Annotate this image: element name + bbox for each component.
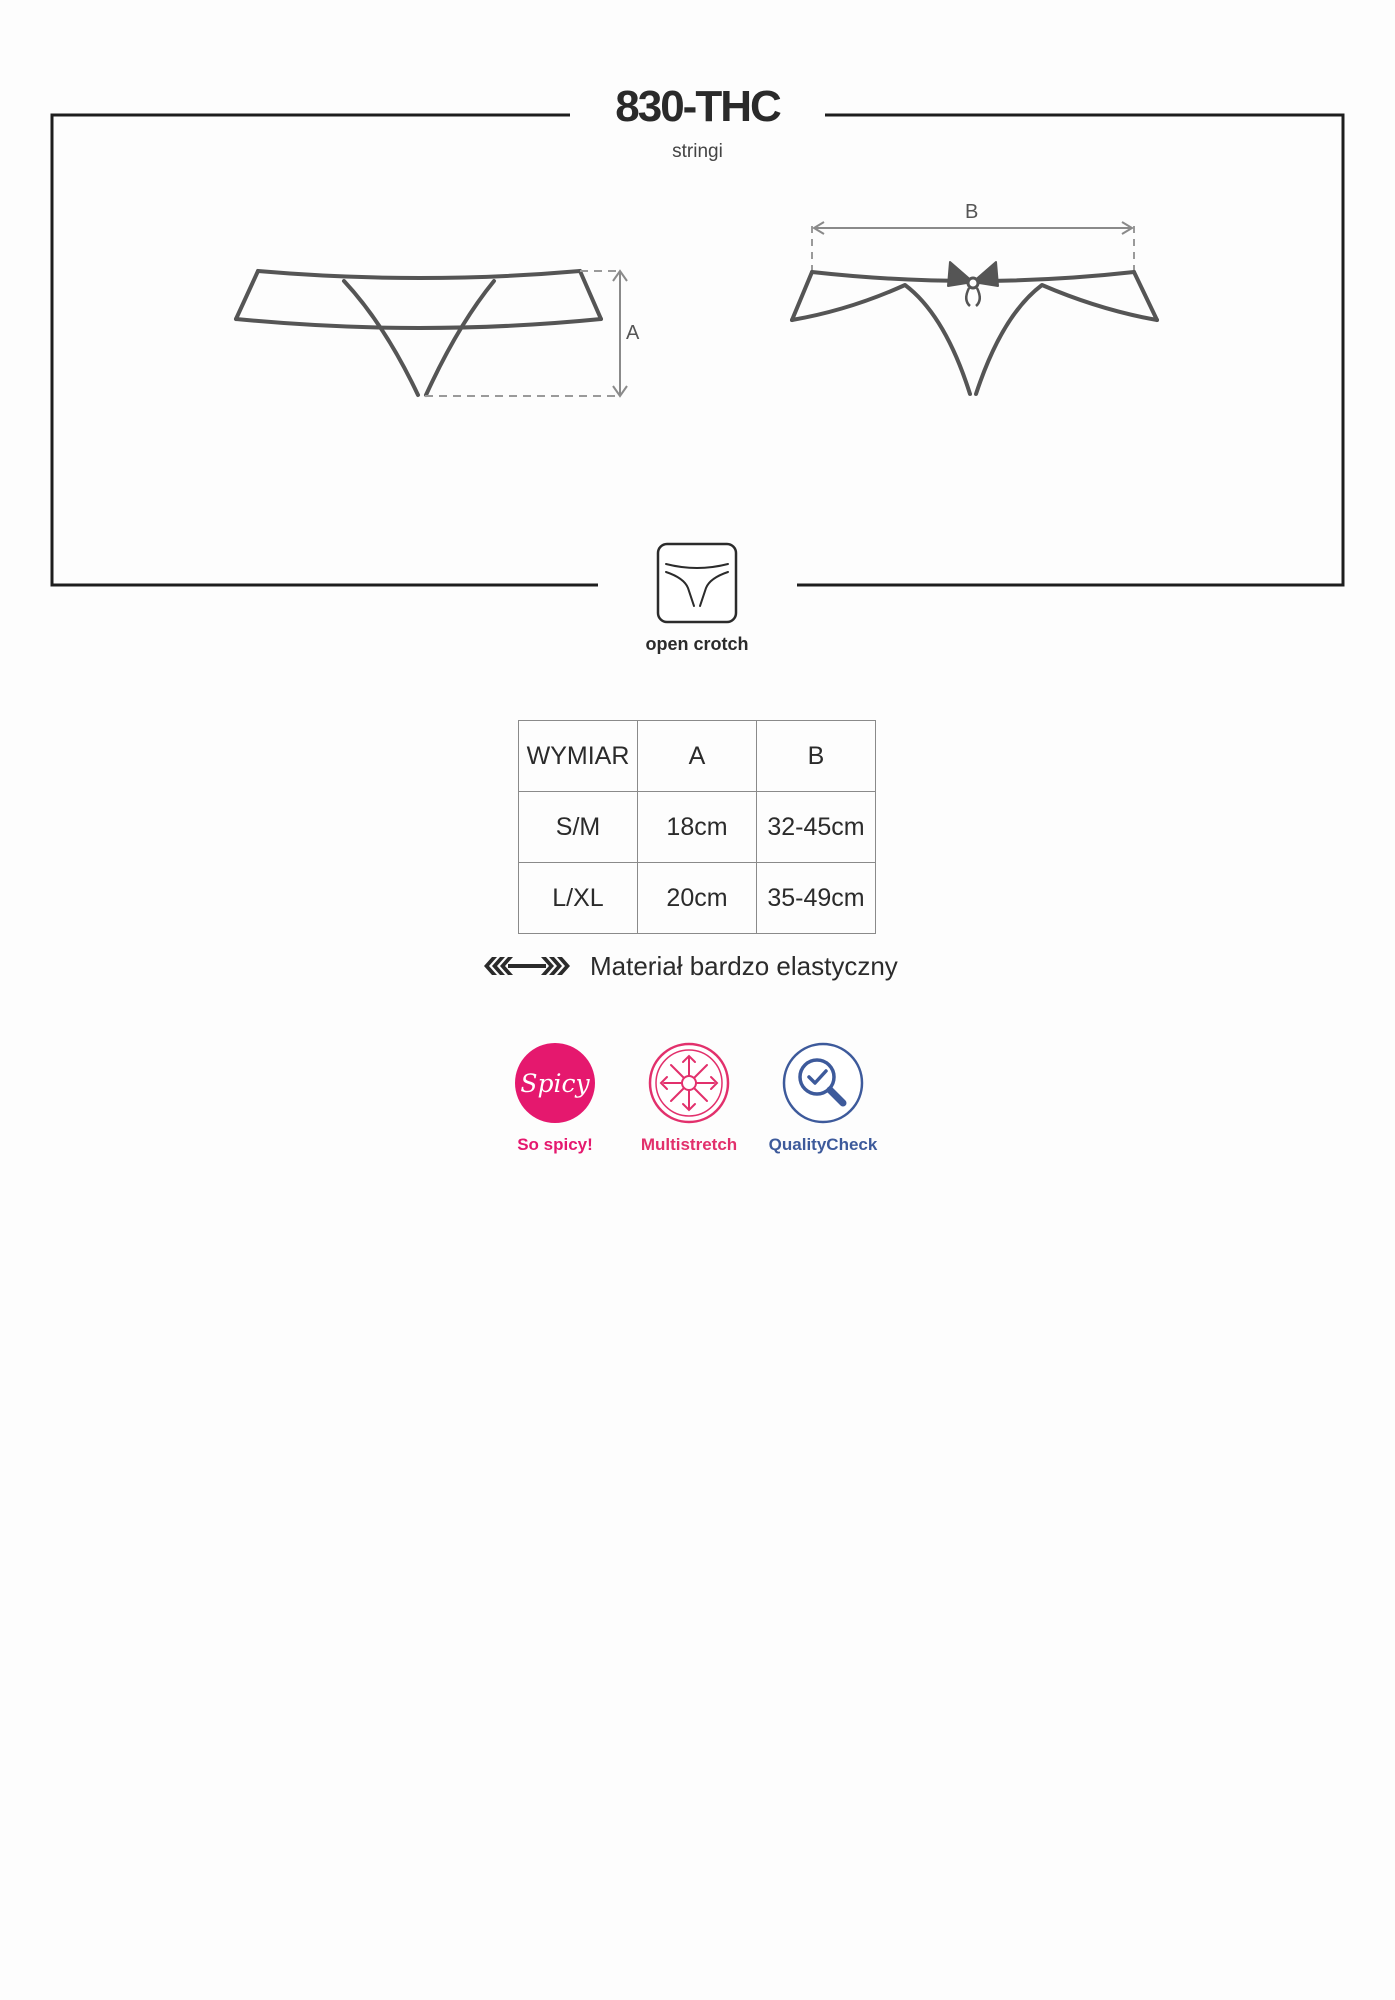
table-cell: 32-45cm <box>757 792 876 863</box>
table-header-cell: WYMIAR <box>519 721 638 792</box>
open-crotch-icon <box>656 542 738 624</box>
product-type: stringi <box>672 141 723 162</box>
spicy-icon <box>485 1040 625 1130</box>
material-note <box>482 948 898 984</box>
table-cell-size: L/XL <box>519 863 638 934</box>
open-crotch-label: open crotch <box>645 634 749 654</box>
material-text: Materiał bardzo elastyczny <box>590 950 898 981</box>
size-table <box>518 720 876 934</box>
table-header-cell: A <box>638 721 757 792</box>
product-code: 830-THC <box>615 82 780 131</box>
spicy-icon-text: Spicy <box>520 1069 590 1098</box>
table-header-cell: B <box>757 721 876 792</box>
back-view-drawing <box>780 220 1170 400</box>
badge-spicy <box>485 1040 625 1155</box>
badge-label-quality-check: QualityCheck <box>768 1135 878 1154</box>
badge-label-multistretch: Multistretch <box>640 1135 738 1154</box>
table-cell-size: S/M <box>519 792 638 863</box>
table-row <box>519 792 876 863</box>
quality-check-icon <box>753 1040 893 1130</box>
table-cell: 20cm <box>638 863 757 934</box>
multistretch-icon <box>619 1040 759 1130</box>
table-header-row <box>519 721 876 792</box>
badge-label-spicy: So spicy! <box>517 1135 593 1154</box>
badge-quality-check <box>753 1040 893 1155</box>
table-row <box>519 863 876 934</box>
stretch-arrows-icon <box>482 954 572 978</box>
badge-multistretch <box>619 1040 759 1155</box>
dimension-a-label: A <box>626 322 640 344</box>
table-cell: 18cm <box>638 792 757 863</box>
table-cell: 35-49cm <box>757 863 876 934</box>
front-view-drawing <box>220 255 640 405</box>
dimension-b-label: B <box>965 201 979 223</box>
